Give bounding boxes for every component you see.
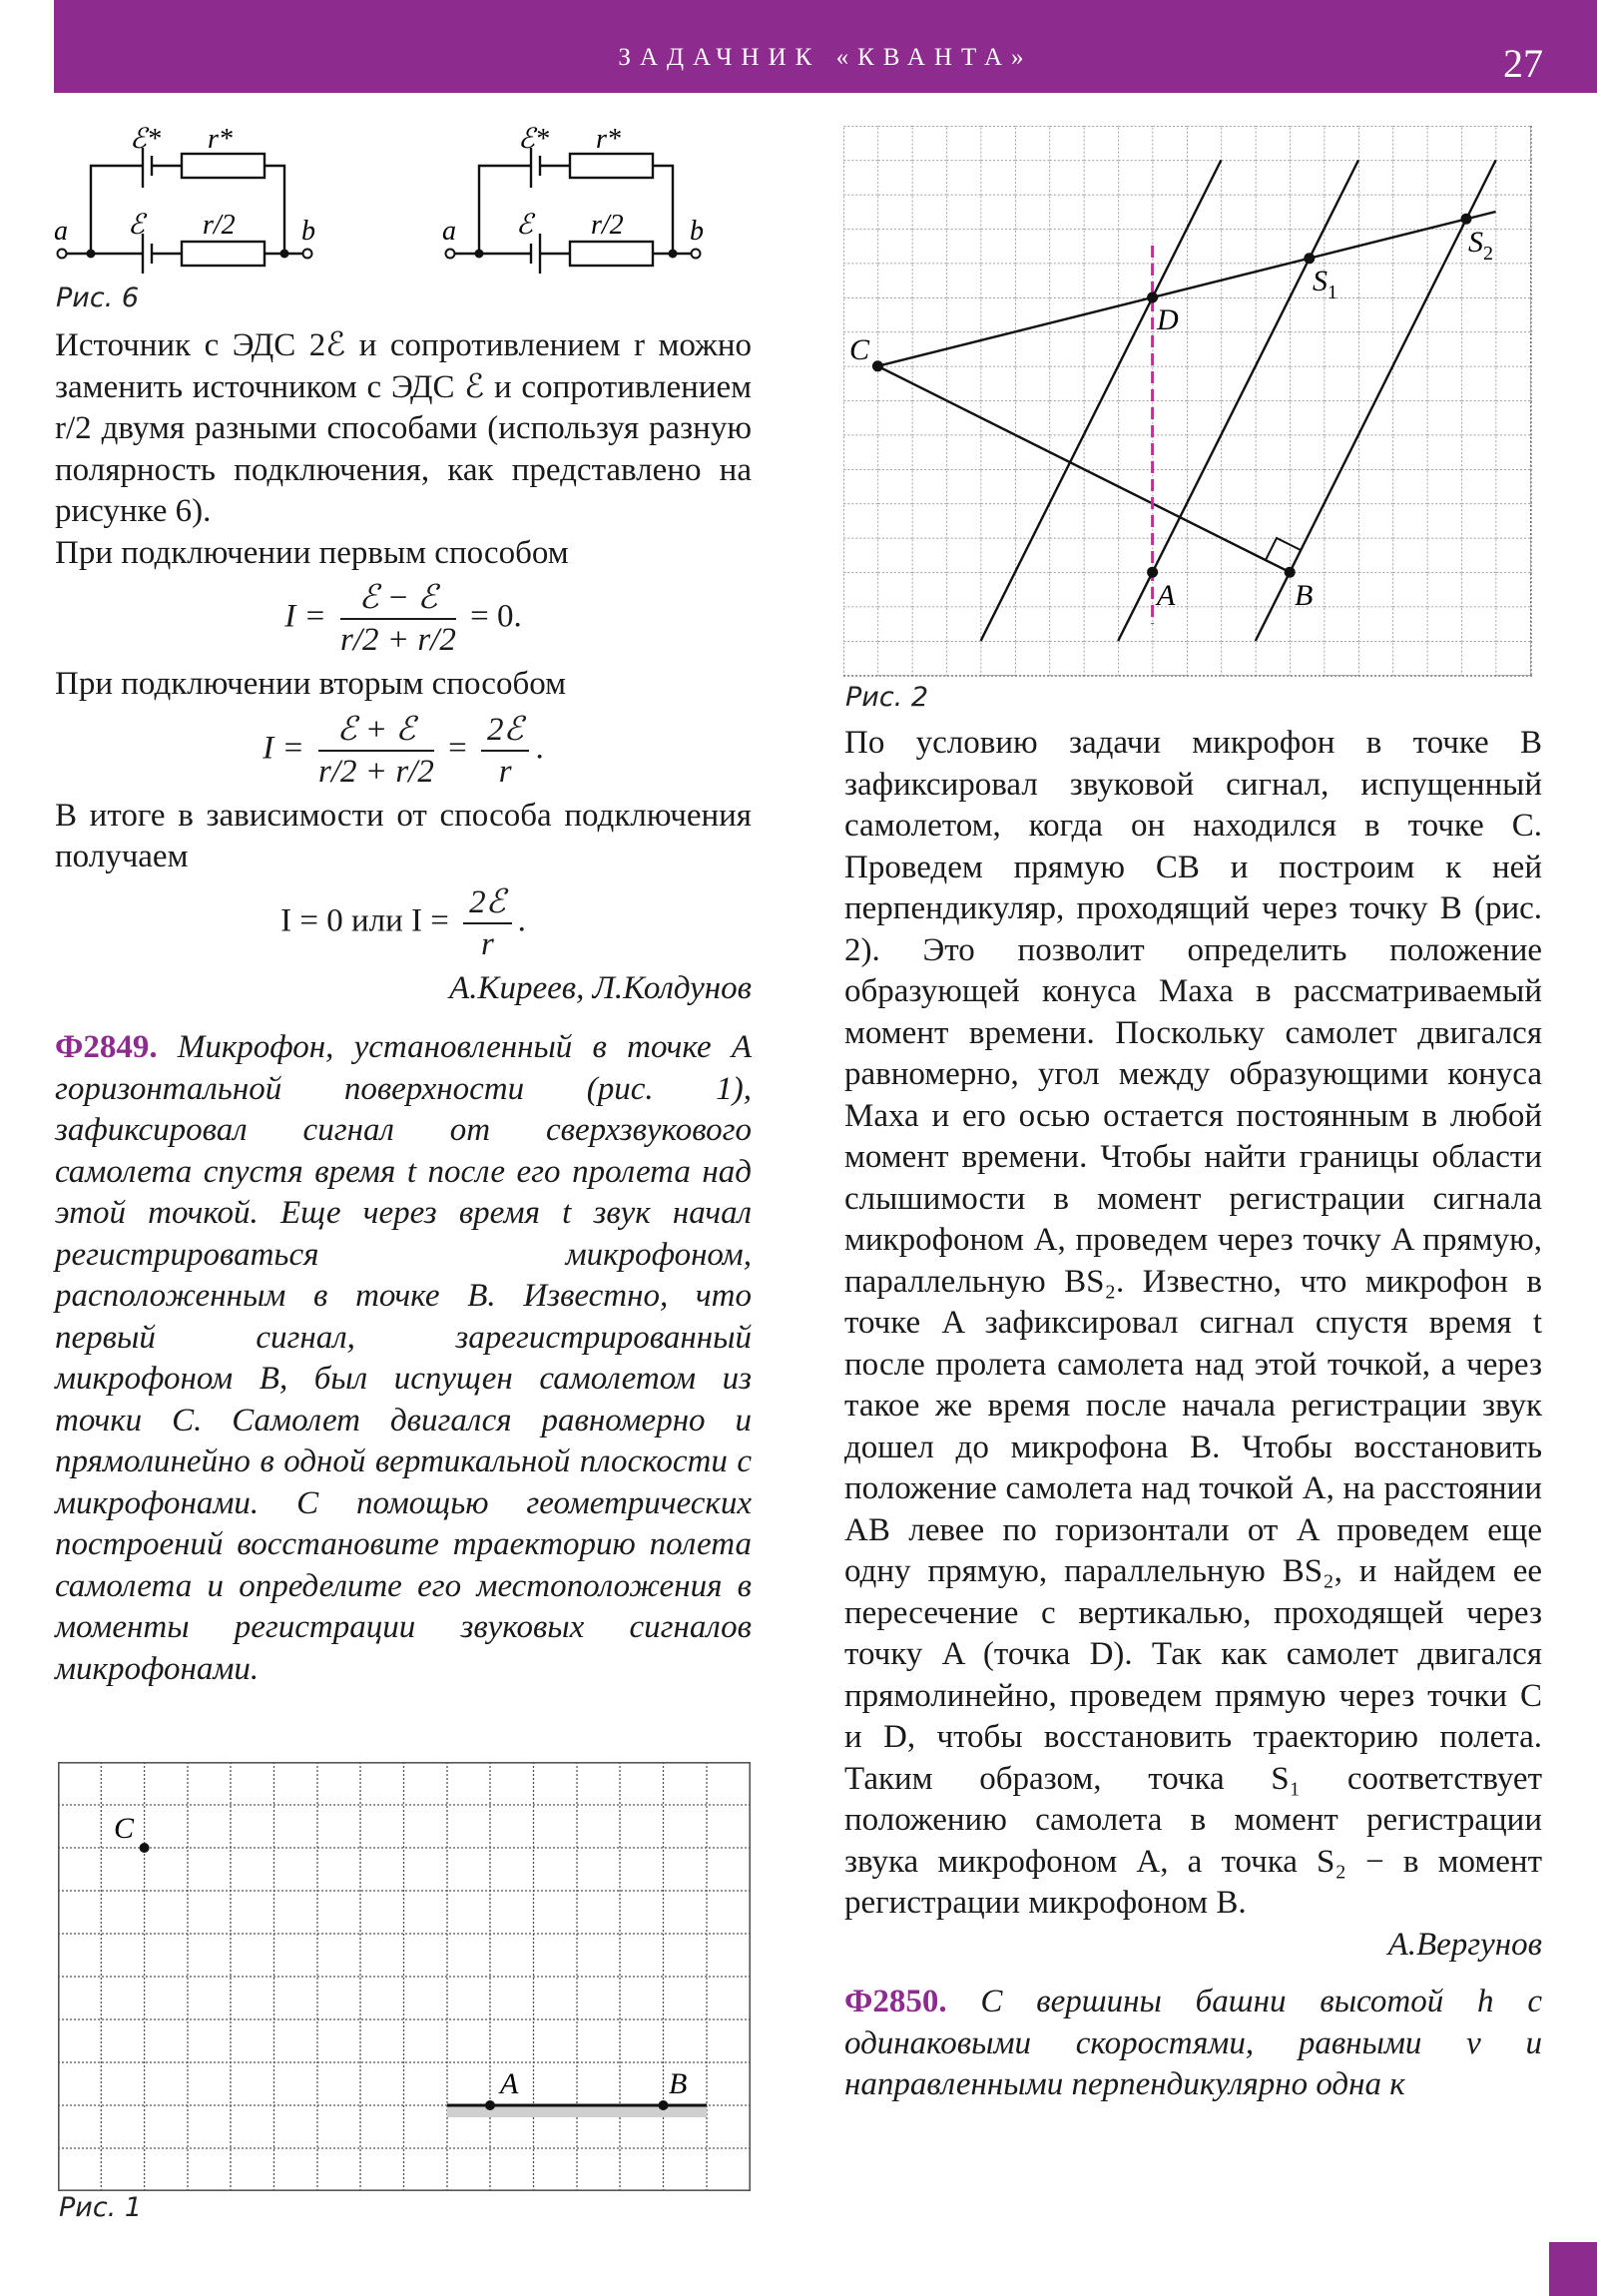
circuit-left: [65, 148, 304, 274]
svg-text:A: A: [1157, 579, 1176, 612]
point-b: [659, 2100, 669, 2110]
svg-text:b: b: [301, 216, 315, 247]
equation-1: I = $\frac{\text{ℰ − ℰ}}{r/2 + r/2}$ = 0.: [284, 580, 522, 658]
figure-1-caption: Рис. 1: [59, 2192, 143, 2223]
figure-6-caption: Рис. 6: [56, 283, 140, 313]
paragraph: При подключении первым способом: [55, 534, 569, 571]
svg-text:D: D: [1157, 303, 1179, 336]
circuit-right: [442, 124, 704, 274]
label-emf-star: ℰ*: [130, 124, 161, 155]
svg-text:b: b: [690, 216, 704, 247]
section-title: ЗАДАЧНИК «КВАНТА»: [618, 44, 1033, 71]
svg-text:C: C: [849, 333, 870, 366]
svg-text:S2: $S_2$: [1468, 226, 1493, 265]
corner-marker: [1549, 2242, 1597, 2296]
svg-text:r/2: r/2: [591, 210, 624, 241]
figure-2-construction: [843, 126, 1532, 677]
svg-text:B: B: [1295, 579, 1314, 612]
svg-text:r/2: r/2: [203, 210, 236, 241]
solution-text: По условию задачи микрофон в точке B зафиксировал звуковой сигнал, испущенный самолетом, когда он находился в точке C. Проведем прямую CB и построим к ней перпендикуляр, проходящий через точку B (рис. 2). Это позволит определить положение образующей конуса Маха в рассматриваемый момент времени. Поскольку самолет двигался равномерно, угол между образующими конуса Маха и его осью остается постоянным в любой момент времени. Чтобы найти границы области слышимости в момент регистрации сигнала микрофоном A, проведем через точку A прямую, параллельную BS₂. Известно, что микрофон в точке A зафиксировал сигнал спустя время t после пролета самолета над этой точкой, а через такое же время после начала регистрации звук дошел до микрофона B. Чтобы восстановить положение самолета над точкой A, на расстоянии AB левее по горизонтали от A проведем еще одну прямую, параллельную BS₂, и найдем ее пересечение с вертикалью, проходящей через точку A (точка D). Так как самолет двигался прямолинейно, проведем прямую через точки C и D, чтобы восстановить траекторию полета. Таким образом, точка S₁ соответствует положению самолета в момент регистрации звука микрофоном A, а точка S₂ − в момент регистрации микрофоном B.: [844, 725, 1542, 1921]
paragraph: В итоге в зависимости от способа подключения получаем: [55, 797, 752, 874]
problem-id: Ф2850.: [844, 1984, 947, 2019]
svg-text:C: C: [114, 1812, 135, 1845]
page-header: [54, 0, 1597, 93]
svg-text:a: a: [54, 216, 68, 247]
problem-f2849: Ф2849. Микрофон, установленный в точке A горизонтальной поверхности (рис. 1), зафиксировал сигнал от сверхзвукового самолета спустя время t после его пролета над этой точкой. Еще через время t звук начал регистрироваться микрофоном, расположенным в точке B. Известно, что первый сигнал, зарегистрированный микрофоном B, был испущен самолетом из точки C. Самолет двигался равномерно и прямолинейно в одной вертикальной плоскости с микрофонами. С помощью геометрических построений восстановите траекторию полета самолета и определите его местоположения в моменты регистрации звуковых сигналов микрофонами.: [55, 1029, 752, 1687]
svg-text:S1: $S_1$: [1313, 265, 1337, 303]
svg-text:B: B: [669, 2067, 688, 2100]
figure-6-circuits: [40, 110, 779, 324]
paragraph: При подключении вторым способом: [55, 666, 566, 702]
author-signature: А.Вергунов: [1387, 1926, 1542, 1963]
point-c: [140, 1843, 150, 1853]
point-a: [485, 2100, 495, 2110]
svg-text:r*: r*: [208, 124, 233, 155]
paragraph: Источник с ЭДС 2ℰ и сопротивлением r можно заменить источником с ЭДС ℰ и сопротивлением r/2 двумя разными способами (используя разную полярность подключения, как представлено на рисунке 6).: [55, 327, 752, 529]
equation-3: I = 0 или I = $\frac{\text{2ℰ}}{r}$ .: [280, 883, 526, 962]
svg-text:ℰ*: ℰ*: [518, 124, 549, 155]
svg-text:r*: r*: [596, 124, 621, 155]
figure-2-caption: Рис. 2: [845, 682, 929, 713]
svg-text:ℰ: ℰ: [516, 210, 533, 241]
author-signature: А.Киреев, Л.Колдунов: [449, 969, 752, 1006]
equation-2: I = $\frac{\text{ℰ + ℰ}}{r/2 + r/2}$ = $\frac{\text{2ℰ}}{r}$ .: [263, 711, 544, 790]
figure-1-grid: [58, 1762, 751, 2191]
svg-text:A: A: [500, 2067, 519, 2100]
problem-id: Ф2849.: [55, 1029, 158, 1065]
right-column: [844, 723, 1542, 2106]
left-column: [55, 325, 752, 1690]
svg-text:ℰ: ℰ: [128, 210, 145, 241]
svg-text:a: a: [442, 216, 456, 247]
page-number: 27: [1503, 41, 1543, 86]
problem-f2850: Ф2850. С вершины башни высотой h с одинаковыми скоростями, равными v и направленными перпендикулярно одна к: [844, 1984, 1542, 2102]
